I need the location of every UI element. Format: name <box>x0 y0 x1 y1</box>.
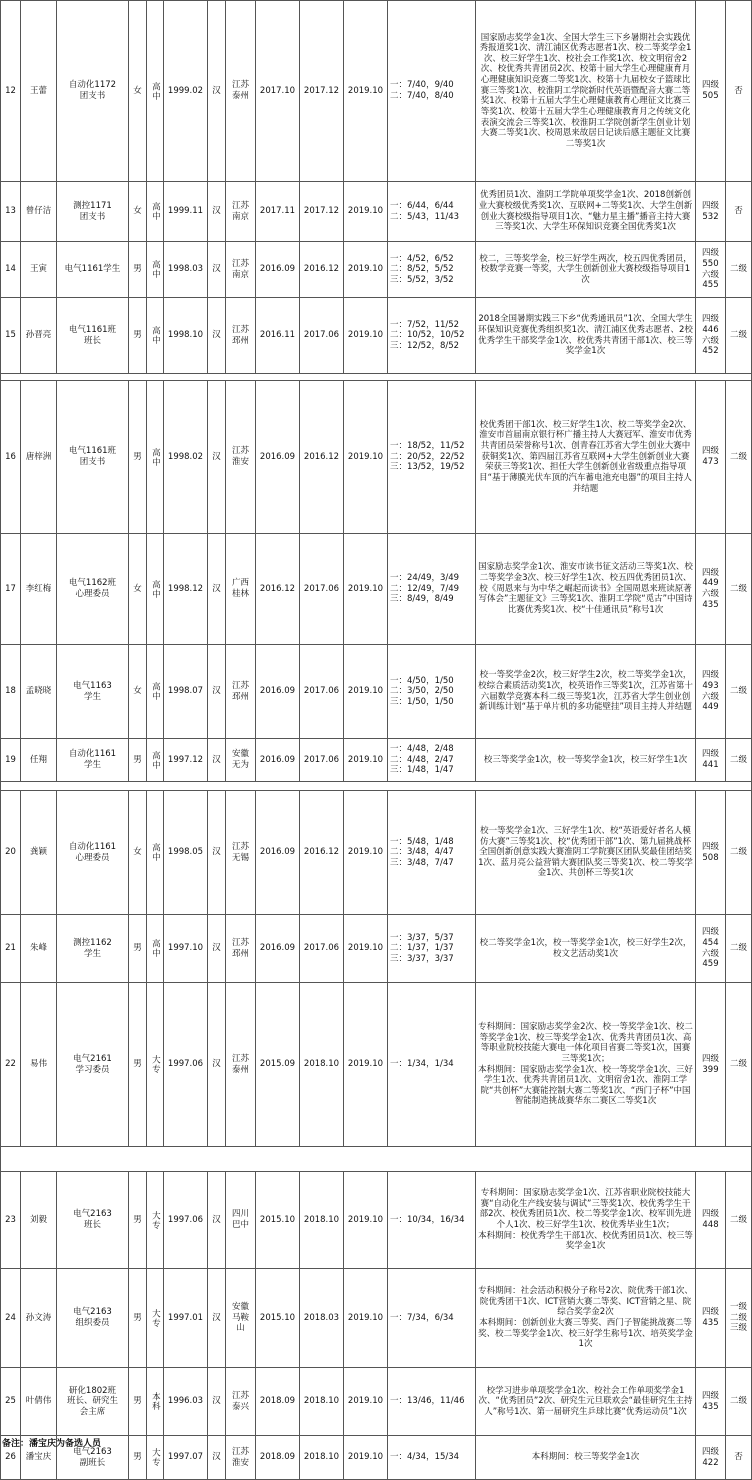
birth-cell: 1999.02 <box>164 1 208 182</box>
origin-cell: 江苏 南京 <box>226 182 256 242</box>
date-cell: 2017.12 <box>300 1 344 182</box>
birth-cell: 1997.07 <box>164 1436 208 1480</box>
sex-cell: 男 <box>129 1436 147 1480</box>
origin-cell: 江苏 泰州 <box>226 983 256 1147</box>
position-cell: 电气1161学生 <box>57 242 129 298</box>
ranking-cell <box>388 791 476 915</box>
date-cell: 2016.09 <box>256 645 300 739</box>
table-row <box>1 242 752 298</box>
origin-cell: 四川 巴中 <box>226 1172 256 1269</box>
name-cell: 朱峰 <box>21 915 57 983</box>
birth-cell: 1998.05 <box>164 791 208 915</box>
date-cell: 2019.10 <box>344 1436 388 1480</box>
awards-cell: 2018全国暑期实践三下乡“优秀通讯员”1次、全国大学生环保知识竞赛优秀组织奖1次、清江浦区优秀志愿者、2校优秀学生干部奖学金1次、校优秀共青团干部1次、校三等奖学金1次 <box>476 298 696 374</box>
date-cell: 2016.09 <box>256 242 300 298</box>
result-cell: 否 <box>726 1436 752 1480</box>
ranking-line: 二：1/37，1/37 <box>390 943 454 954</box>
ranking-line: 一：24/49，3/49 <box>390 573 460 584</box>
education-cell: 高中 <box>147 298 164 374</box>
table-row <box>1 983 752 1147</box>
sex-cell: 男 <box>129 739 147 782</box>
result-cell: 二级 <box>726 381 752 534</box>
footnote: 备注：潘宝庆为备选人员 <box>2 1439 102 1449</box>
table-row <box>1 645 752 739</box>
awards-cell: 校二等奖学金1次，校一等奖学金1次，校三好学生2次，校文艺活动奖1次 <box>476 915 696 983</box>
awards-cell: 国家励志奖学金1次、淮安市读书征文活动三等奖1次、校二等奖学金3次、校三好学生1次、校五四优秀团员1次、校《周恩来与为中华之崛起而读书》全国周恩来班读原著写体会”主题征文》三等奖1次、淮阴工学院“觅古”中国诗比赛优秀奖1次、校“十佳通讯员”称号1次 <box>476 534 696 645</box>
awards-cell: 校三等奖学金1次，校一等奖学金1次，校三好学生1次 <box>476 739 696 782</box>
table-row <box>1 381 752 534</box>
origin-cell: 江苏 泰兴 <box>226 1368 256 1436</box>
birth-cell: 1998.02 <box>164 381 208 534</box>
position-cell: 电气1161班 班长 <box>57 298 129 374</box>
sex-cell: 男 <box>129 1368 147 1436</box>
table-row <box>1 1269 752 1368</box>
sex-cell: 男 <box>129 1172 147 1269</box>
education-cell: 大专 <box>147 1269 164 1368</box>
date-cell: 2017.06 <box>300 915 344 983</box>
ranking-line: 三：8/49，8/49 <box>390 594 454 605</box>
cet-cell: 四级 473 <box>696 381 726 534</box>
position-cell: 研化1802班 班长、研究生 会主席 <box>57 1368 129 1436</box>
ranking-line: 二：3/50，2/50 <box>390 686 454 697</box>
ethnicity-cell: 汉 <box>208 242 226 298</box>
birth-cell: 1998.07 <box>164 645 208 739</box>
awards-cell: 校一等奖学金2次，校三好学生2次，校二等奖学金1次，校综合素质活动奖1次，校英语作三等奖1次，江苏省第十六届数学竞赛本科二级三等奖1次，江苏省大学生创业创新训练计划“基于单片机的多功能壁挂”项目主持人并结题 <box>476 645 696 739</box>
date-cell: 2017.06 <box>300 739 344 782</box>
name-cell: 李红梅 <box>21 534 57 645</box>
result-cell: 否 <box>726 182 752 242</box>
ranking-line: 二：12/49，7/49 <box>390 583 460 594</box>
ranking-cell <box>388 1269 476 1368</box>
name-cell: 曾仔洁 <box>21 182 57 242</box>
result-cell: 二级 <box>726 534 752 645</box>
sex-cell: 男 <box>129 381 147 534</box>
result-cell: 二级 <box>726 739 752 782</box>
name-cell: 易伟 <box>21 983 57 1147</box>
awards-cell: 优秀团员1次、淮阴工学院单项奖学金1次、2018创新创业大赛校级优秀奖1次、互联网+二等奖1次、大学生创新创业大赛校级指导项目1次、“魅力星主播”播音主持大赛三等奖1次、大学生环保知识竞赛全国优秀奖1次 <box>476 182 696 242</box>
position-cell: 电气2163 副班长 <box>57 1436 129 1480</box>
row-number: 14 <box>1 242 21 298</box>
result-cell: 否 <box>726 1 752 182</box>
result-cell: 二级 <box>726 298 752 374</box>
ranking-line: 一：4/50，1/50 <box>390 675 454 686</box>
row-number: 12 <box>1 1 21 182</box>
result-cell: 一级 二级 三级 <box>726 1269 752 1368</box>
origin-cell: 江苏 淮安 <box>226 381 256 534</box>
cet-cell: 四级 435 <box>696 1368 726 1436</box>
row-number: 21 <box>1 915 21 983</box>
ranking-line: 一：4/48，2/48 <box>390 744 454 755</box>
table-row <box>1 1 752 182</box>
ranking-line: 三：13/52，19/52 <box>390 462 465 473</box>
birth-cell: 1997.01 <box>164 1269 208 1368</box>
education-cell: 大专 <box>147 1172 164 1269</box>
result-cell: 二级 <box>726 645 752 739</box>
date-cell: 2017.06 <box>300 298 344 374</box>
ranking-line: 一：10/34，16/34 <box>390 1214 465 1225</box>
table-row <box>1 1368 752 1436</box>
ethnicity-cell: 汉 <box>208 645 226 739</box>
position-cell: 电气2161 学习委员 <box>57 983 129 1147</box>
result-cell: 二级 <box>726 1368 752 1436</box>
date-cell: 2016.09 <box>256 381 300 534</box>
date-cell: 2016.12 <box>256 534 300 645</box>
education-cell: 大专 <box>147 1436 164 1480</box>
ranking-line: 二：3/48，4/47 <box>390 847 454 858</box>
row-number: 19 <box>1 739 21 782</box>
sex-cell: 男 <box>129 983 147 1147</box>
date-cell: 2016.12 <box>300 791 344 915</box>
awards-cell: 校学习进步单项奖学金1次、校社会工作单项奖学金1次、“优秀团员”2次、研究生元旦联欢会“最佳研究生主持人”称号1次、第一届研究生乒球比赛“优秀运动员”1次 <box>476 1368 696 1436</box>
education-cell: 高中 <box>147 1 164 182</box>
row-number: 16 <box>1 381 21 534</box>
row-number: 25 <box>1 1368 21 1436</box>
ethnicity-cell: 汉 <box>208 298 226 374</box>
date-cell: 2015.10 <box>256 1269 300 1368</box>
cet-cell: 四级 493 六级 449 <box>696 645 726 739</box>
row-number: 20 <box>1 791 21 915</box>
cet-cell: 四级 441 <box>696 739 726 782</box>
date-cell: 2018.10 <box>300 1436 344 1480</box>
date-cell: 2019.10 <box>344 739 388 782</box>
row-number: 17 <box>1 534 21 645</box>
ranking-cell <box>388 242 476 298</box>
ranking-line: 三：1/48，1/47 <box>390 765 454 776</box>
date-cell: 2016.11 <box>256 298 300 374</box>
ranking-line: 三：3/48，7/47 <box>390 857 454 868</box>
position-cell: 电气2163 班长 <box>57 1172 129 1269</box>
ranking-line: 二：10/52，10/52 <box>390 330 465 341</box>
table-row <box>1 739 752 782</box>
ranking-line: 一：4/52，6/52 <box>390 253 454 264</box>
date-cell: 2019.10 <box>344 1 388 182</box>
date-cell: 2019.10 <box>344 242 388 298</box>
ethnicity-cell: 汉 <box>208 534 226 645</box>
page-gap <box>1 782 752 791</box>
ethnicity-cell: 汉 <box>208 182 226 242</box>
origin-cell: 安徽 无为 <box>226 739 256 782</box>
ranking-line: 一：18/52，11/52 <box>390 441 465 452</box>
origin-cell: 江苏 无锡 <box>226 791 256 915</box>
education-cell: 大专 <box>147 983 164 1147</box>
date-cell: 2019.10 <box>344 182 388 242</box>
education-cell: 高中 <box>147 915 164 983</box>
birth-cell: 1998.12 <box>164 534 208 645</box>
position-cell: 自动化1161 心理委员 <box>57 791 129 915</box>
cet-cell: 四级 422 <box>696 1436 726 1480</box>
ranking-line: 二：4/48，2/47 <box>390 754 454 765</box>
origin-cell: 广西 桂林 <box>226 534 256 645</box>
ranking-line: 二：7/40，8/40 <box>390 91 454 101</box>
ranking-line: 一：5/48，1/48 <box>390 836 454 847</box>
date-cell: 2019.10 <box>344 1172 388 1269</box>
cet-cell: 四级 454 六级 459 <box>696 915 726 983</box>
ranking-line: 一：7/34，6/34 <box>390 1312 454 1323</box>
result-cell: 二级 <box>726 791 752 915</box>
origin-cell: 安徽 马鞍 山 <box>226 1269 256 1368</box>
awards-cell: 专科期间：国家励志奖学金1次、江苏省职业院校技能大赛“自动化生产线安装与调试”三等奖1次、校优秀学生干部2次、校优秀团员1次、校二等奖学金1次、校军训先进个人1次、校三好学生1次、校优秀毕业生1次； 本科期间：校优秀学生干部1次、校优秀团员1次、校三等奖学金1次 <box>476 1172 696 1269</box>
date-cell: 2016.09 <box>256 915 300 983</box>
birth-cell: 1997.10 <box>164 915 208 983</box>
origin-cell: 江苏 邳州 <box>226 915 256 983</box>
name-cell: 刘毅 <box>21 1172 57 1269</box>
sex-cell: 女 <box>129 534 147 645</box>
result-cell: 二级 <box>726 983 752 1147</box>
date-cell: 2017.06 <box>300 534 344 645</box>
result-cell: 二级 <box>726 915 752 983</box>
birth-cell: 1998.03 <box>164 242 208 298</box>
name-cell: 孟晓晓 <box>21 645 57 739</box>
date-cell: 2017.12 <box>300 182 344 242</box>
row-number: 23 <box>1 1172 21 1269</box>
education-cell: 高中 <box>147 791 164 915</box>
row-number: 24 <box>1 1269 21 1368</box>
date-cell: 2019.10 <box>344 645 388 739</box>
name-cell: 唐梓洲 <box>21 381 57 534</box>
ethnicity-cell: 汉 <box>208 1 226 182</box>
date-cell: 2018.10 <box>300 1368 344 1436</box>
table-row <box>1 1172 752 1269</box>
date-cell: 2018.03 <box>300 1269 344 1368</box>
sex-cell: 男 <box>129 915 147 983</box>
ranking-cell <box>388 1 476 182</box>
ethnicity-cell: 汉 <box>208 1269 226 1368</box>
date-cell: 2018.09 <box>256 1368 300 1436</box>
ethnicity-cell: 汉 <box>208 381 226 534</box>
page-gap <box>1 1147 752 1172</box>
sex-cell: 男 <box>129 1269 147 1368</box>
ethnicity-cell: 汉 <box>208 983 226 1147</box>
awards-cell: 国家励志奖学金1次、全国大学生三下乡暑期社会实践优秀报道奖1次、清江浦区优秀志愿者1次、校二等奖学金1次、校三好学生1次、校社会工作奖1次、校文明宿舍2次、校优秀共青团员2次、校第十届大学生心理健康育月心理健康知识竞赛二等奖1次、校第十九届校女子篮球比赛三等奖1次、校淮阴工学院新时代英语暨配音大赛二等奖1次、校第十五届大学生心理健康教育心理征文比赛三等奖1次、校第十五届大学生心理健康教育月之传统文化表演交流会三等奖1次、校淮阴工学院创新学生创业计划大赛二等奖1次、校周恩来故居日记读后感主题征文比赛二等奖1次 <box>476 1 696 182</box>
ranking-line: 一：1/34，1/34 <box>390 1059 454 1070</box>
result-cell: 二级 <box>726 1172 752 1269</box>
awards-cell: 专科期间：社会活动积极分子称号2次、院优秀干部1次、院优秀团干1次、ICT营销大赛二等奖、ICT营销之星、院综合奖学金2次 本科期间：创新创业大赛三等奖、西门子智能挑战赛二等奖、校二等奖学金1次、校三好学生称号1次、培英奖学金1次 <box>476 1269 696 1368</box>
ethnicity-cell: 汉 <box>208 1172 226 1269</box>
ranking-line: 三：3/37，3/37 <box>390 953 454 964</box>
date-cell: 2019.10 <box>344 298 388 374</box>
ethnicity-cell: 汉 <box>208 1368 226 1436</box>
ranking-line: 二：8/52，5/52 <box>390 264 454 275</box>
birth-cell: 1996.03 <box>164 1368 208 1436</box>
date-cell: 2019.10 <box>344 791 388 915</box>
result-cell: 二级 <box>726 242 752 298</box>
education-cell: 高中 <box>147 645 164 739</box>
name-cell: 孙晋亮 <box>21 298 57 374</box>
education-cell: 高中 <box>147 182 164 242</box>
cet-cell: 四级 399 <box>696 983 726 1147</box>
date-cell: 2019.10 <box>344 381 388 534</box>
date-cell: 2015.10 <box>256 1172 300 1269</box>
table-row <box>1 534 752 645</box>
name-cell: 潘宝庆 <box>21 1436 57 1480</box>
ranking-line: 一：3/37，5/37 <box>390 932 454 943</box>
date-cell: 2016.09 <box>256 791 300 915</box>
ranking-cell <box>388 298 476 374</box>
date-cell: 2017.11 <box>256 182 300 242</box>
date-cell: 2016.12 <box>300 242 344 298</box>
ethnicity-cell: 汉 <box>208 739 226 782</box>
cet-cell: 四级 449 六级 435 <box>696 534 726 645</box>
sex-cell: 男 <box>129 242 147 298</box>
position-cell: 自动化1161 学生 <box>57 739 129 782</box>
position-cell: 电气1161班 团支书 <box>57 381 129 534</box>
cet-cell: 四级 550 六级 455 <box>696 242 726 298</box>
ranking-cell <box>388 1436 476 1480</box>
row-number: 18 <box>1 645 21 739</box>
position-cell: 测控1162 学生 <box>57 915 129 983</box>
date-cell: 2016.12 <box>300 381 344 534</box>
table-row <box>1 791 752 915</box>
ranking-line: 二：5/43，11/43 <box>390 211 460 222</box>
table-row <box>1 915 752 983</box>
cet-cell: 四级 532 <box>696 182 726 242</box>
table-row <box>1 182 752 242</box>
position-cell: 测控1171 团支书 <box>57 182 129 242</box>
date-cell: 2017.10 <box>256 1 300 182</box>
ranking-cell <box>388 534 476 645</box>
cet-cell: 四级 435 <box>696 1269 726 1368</box>
cet-cell: 四级 508 <box>696 791 726 915</box>
origin-cell: 江苏 邳州 <box>226 298 256 374</box>
table-row <box>1 1436 752 1480</box>
origin-cell: 江苏 邳州 <box>226 645 256 739</box>
origin-cell: 江苏 泰州 <box>226 1 256 182</box>
sex-cell: 女 <box>129 1 147 182</box>
ethnicity-cell: 汉 <box>208 791 226 915</box>
ranking-line: 一：6/44，6/44 <box>390 200 454 211</box>
name-cell: 任翔 <box>21 739 57 782</box>
ranking-cell <box>388 915 476 983</box>
ranking-line: 三：1/50，1/50 <box>390 696 454 707</box>
date-cell: 2019.10 <box>344 915 388 983</box>
ranking-line: 一：4/34，15/34 <box>390 1452 460 1463</box>
birth-cell: 1997.06 <box>164 1172 208 1269</box>
origin-cell: 江苏 淮安 <box>226 1436 256 1480</box>
ranking-cell <box>388 1172 476 1269</box>
ethnicity-cell: 汉 <box>208 915 226 983</box>
name-cell: 孙文涛 <box>21 1269 57 1368</box>
position-cell: 自动化1172 团支书 <box>57 1 129 182</box>
education-cell: 高中 <box>147 242 164 298</box>
ranking-cell <box>388 381 476 534</box>
name-cell: 王蕾 <box>21 1 57 182</box>
ranking-cell <box>388 739 476 782</box>
page-gap <box>1 374 752 381</box>
birth-cell: 1997.06 <box>164 983 208 1147</box>
row-number: 26 <box>1 1436 21 1480</box>
ranking-cell <box>388 645 476 739</box>
position-cell: 电气1163 学生 <box>57 645 129 739</box>
ranking-line: 三：12/52，8/52 <box>390 340 460 351</box>
ranking-line: 一：7/52，11/52 <box>390 319 460 330</box>
position-cell: 电气1162班 心理委员 <box>57 534 129 645</box>
date-cell: 2019.10 <box>344 1368 388 1436</box>
awards-cell: 校一等奖学金1次、三好学生1次、校“英语爱好者名人模仿大赛”三等奖1次、校“优秀团干部”1次、第九届挑战杯全国创新创意实践大赛淮阴工学院赛区团队奖最佳团结奖1次、蓝月亮公益营销大赛团队奖三等奖1次、校二等奖学金1次、共创杯三等奖1次 <box>476 791 696 915</box>
ranking-line: 一：7/40，9/40 <box>390 80 454 91</box>
date-cell: 2015.09 <box>256 983 300 1147</box>
date-cell: 2019.10 <box>344 983 388 1147</box>
date-cell: 2018.10 <box>300 983 344 1147</box>
date-cell: 2018.09 <box>256 1436 300 1480</box>
cet-cell: 四级 505 <box>696 1 726 182</box>
date-cell: 2018.10 <box>300 1172 344 1269</box>
sex-cell: 女 <box>129 791 147 915</box>
ranking-line: 二：20/52，22/52 <box>390 451 465 462</box>
birth-cell: 1999.11 <box>164 182 208 242</box>
position-cell: 电气2163 组织委员 <box>57 1269 129 1368</box>
education-cell: 高中 <box>147 534 164 645</box>
date-cell: 2019.10 <box>344 1269 388 1368</box>
date-cell: 2019.10 <box>344 534 388 645</box>
birth-cell: 1998.10 <box>164 298 208 374</box>
awards-cell: 专科期间：国家励志奖学金2次、校一等奖学金1次、校二等奖学金1次、校三等奖学金1次、优秀共青团员1次、高等职业院校技能大赛电一体化项目省赛二等奖1次，国赛三等奖1次； 本科期间：国家励志奖学金1次、校一等奖学金1次、三好学生1次、优秀共青团员1次、文明宿舍1次、淮阴工学院“共创杯”大赛能控制大赛二等奖1次、“西门子杯”中国智能制造挑战赛华东二赛区二等奖1次 <box>476 983 696 1147</box>
ethnicity-cell: 汉 <box>208 1436 226 1480</box>
education-cell: 本科 <box>147 1368 164 1436</box>
education-cell: 高中 <box>147 739 164 782</box>
row-number: 15 <box>1 298 21 374</box>
sex-cell: 女 <box>129 182 147 242</box>
awards-cell: 本科期间：校三等奖学金1次 <box>476 1436 696 1480</box>
sex-cell: 男 <box>129 298 147 374</box>
birth-cell: 1997.12 <box>164 739 208 782</box>
ranking-line: 一：13/46，11/46 <box>390 1396 465 1407</box>
row-number: 13 <box>1 182 21 242</box>
ranking-cell <box>388 182 476 242</box>
sex-cell: 女 <box>129 645 147 739</box>
date-cell: 2016.09 <box>256 739 300 782</box>
row-number: 22 <box>1 983 21 1147</box>
table-row <box>1 298 752 374</box>
cet-cell: 四级 448 <box>696 1172 726 1269</box>
name-cell: 叶倩伟 <box>21 1368 57 1436</box>
date-cell: 2017.06 <box>300 645 344 739</box>
name-cell: 龚颖 <box>21 791 57 915</box>
cet-cell: 四级 446 六级 452 <box>696 298 726 374</box>
education-cell: 高中 <box>147 381 164 534</box>
name-cell: 王寅 <box>21 242 57 298</box>
ranking-cell <box>388 983 476 1147</box>
awards-cell: 校二，三等奖学金，校三好学生两次，校五四优秀团员，校数学竞赛一等奖，大学生创新创业大赛校级指导项目1次 <box>476 242 696 298</box>
ranking-cell <box>388 1368 476 1436</box>
origin-cell: 江苏 南京 <box>226 242 256 298</box>
ranking-line: 三：5/52，3/52 <box>390 274 454 285</box>
awards-cell: 校优秀团干部1次、校三好学生1次、校二等奖学金2次、淮安市首届南京银行杯广播主持人大赛冠军、淮安市优秀共青团员荣誉称号1次、创青春江苏省大学生创业大赛中获铜奖1次、第四届江苏省互联网+大学生创新创业大赛荣获三等奖1次、担任大学生创新创业省级重点指导项目“基于薄膜光伏车顶的汽车蓄电池充电器”的项目主持人并结题 <box>476 381 696 534</box>
